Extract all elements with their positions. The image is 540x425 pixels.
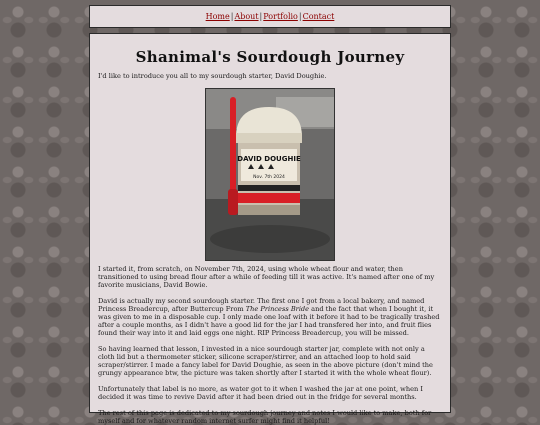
jar-label-title: DAVID DOUGHIE bbox=[237, 155, 301, 163]
paragraph-label: Unfortunately that label is no more, as water got to it when I washed the jar at one point, when I decided it was time to revive David after it had been dried out in the fridge for several months. bbox=[98, 385, 423, 401]
intro-paragraph: I'd like to introduce you all to my sourdough starter, David Doughie. bbox=[98, 72, 327, 80]
paragraph-jar: So having learned that lesson, I invested in a nice sourdough starter jar, complete with not only a cloth lid but a thermometer sticker, silicone scraper/stirrer, and an attached loop to hold said scraper/stirrer. I made a fancy label for David Doughie, as seen in the above picture (don't mind the grungy appearance btw, the picture was taken shortly after I started it with the whole wheat flour). bbox=[98, 345, 433, 377]
movie-title: The Princess Bride bbox=[245, 305, 310, 313]
nav-separator: | bbox=[230, 12, 234, 21]
paragraph-rest: The rest of this page is dedicated to my sourdough journey and notes I would like to make, both for myself and for whatever random internet surfer might find it helpful! bbox=[98, 409, 432, 425]
paragraph-start: I started it, from scratch, on November 7th, 2024, using whole wheat flour and water, then transitioned to using bread flour after a while of feeding till it was active. It's named after one of my favorite musicians, David Bowie. bbox=[98, 265, 435, 289]
main-content bbox=[89, 33, 451, 425]
starter-jar-photo bbox=[205, 88, 335, 261]
nav-link-home[interactable]: Home bbox=[205, 12, 230, 21]
paragraph-first-starter bbox=[98, 297, 442, 337]
jar-label-date: Nov. 7th 2024 bbox=[253, 175, 285, 180]
starter-jar-illustration bbox=[206, 89, 334, 260]
nav-separator: | bbox=[259, 12, 263, 21]
paragraph-first-starter-b: and the fact that when I bought it, it was given to me in a disposable cup. I only made one loaf with it before it had to be tragically trashed after a couple months, as I didn't have a good lid for the jar I had transfered her into, and fruit flies found their way into it and laid eggs one night. RIP Princess Breadercup, you will be missed. bbox=[98, 305, 440, 337]
page-title: Shanimal's Sourdough Journey bbox=[135, 48, 405, 66]
nav-link-about[interactable]: About bbox=[234, 12, 259, 21]
nav-bar bbox=[89, 5, 451, 28]
paragraph-first-starter-a: David is actually my second sourdough starter. The first one I got from a local bakery, and named Princess Breadercup, after Buttercup From bbox=[98, 297, 425, 313]
nav-link-contact[interactable]: Contact bbox=[302, 12, 335, 21]
nav-separator: | bbox=[298, 12, 302, 21]
nav-link-portfolio[interactable]: Portfolio bbox=[263, 12, 298, 21]
